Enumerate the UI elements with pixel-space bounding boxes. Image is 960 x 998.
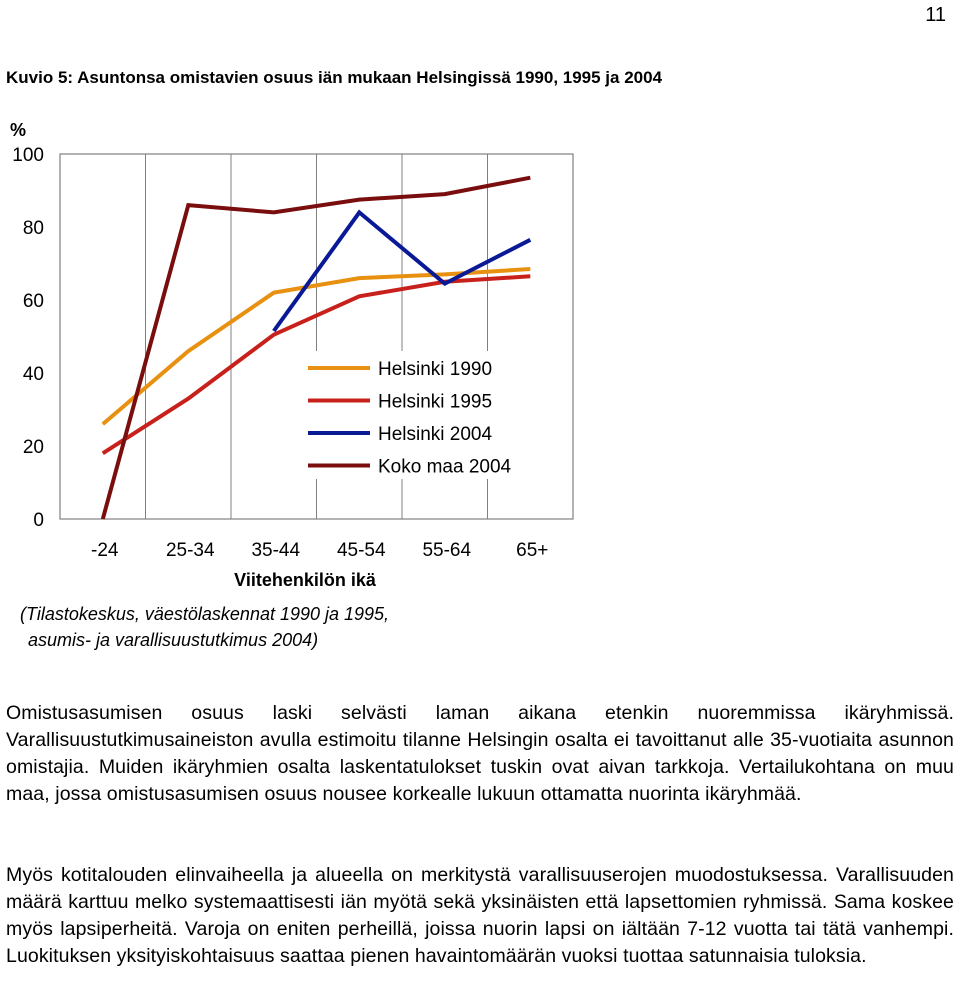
y-tick-label: 60 [22, 291, 44, 312]
paragraph-1: Omistusasumisen osuus laski selvästi laman aikana etenkin nuoremmissa ikäryhmissä. Varallisuustutkimusaineiston avulla estimoitu tilanne Helsingin osalta ei tavoittanut alle 35-vuotiaita asunnon omistajia. Muiden ikäryhmien osalta laskentatulokset tuskin ovat aivan tarkkoja. Vertailukohtana on muu maa, jossa omistusasumisen osuus nousee korkealle lukuun ottamatta nuorinta ikäryhmää. [6, 702, 954, 805]
page-number: 11 [925, 4, 946, 26]
legend [302, 351, 540, 479]
y-tick-label: 0 [33, 510, 44, 531]
x-tick-label: 25-34 [165, 540, 215, 561]
x-tick-labels [91, 540, 548, 561]
x-tick-label: 55-64 [422, 540, 472, 561]
figure-caption: Kuvio 5: Asuntonsa omistavien osuus iän mukaan Helsingissä 1990, 1995 ja 2004 [6, 68, 663, 87]
x-tick-label: 65+ [516, 540, 549, 561]
paragraph-2: Myös kotitalouden elinvaiheella ja alueella on merkitystä varallisuuserojen muodostuksessa. Varallisuuden määrä karttuu melko systemaattisesti iän myötä sekä yksinäisten että lapsettomien ryhmissä. Sama koskee myös lapsiperheitä. Varoja on eniten perheillä, joissa nuorin lapsi on iältään 7-12 vuotta tai tätä vanhempi. Luokituksen yksityiskohtaisuus saattaa pienen havaintomäärän vuoksi tuottaa satunnaisia tuloksia. [6, 864, 954, 967]
source-line-1: (Tilastokeskus, väestölaskennat 1990 ja 1995, [20, 604, 390, 624]
x-tick-label: 45-54 [336, 540, 386, 561]
legend-label: Helsinki 1995 [378, 391, 493, 413]
legend-label: Koko maa 2004 [378, 456, 512, 478]
y-tick-label: 20 [22, 437, 44, 458]
legend-label: Helsinki 1990 [378, 359, 493, 380]
x-tick-label: -24 [91, 540, 119, 561]
y-tick-labels [12, 145, 44, 531]
y-unit-label: % [10, 120, 27, 140]
legend-label: Helsinki 2004 [378, 424, 493, 445]
y-tick-label: 100 [12, 145, 44, 166]
line-chart [0, 110, 960, 670]
x-tick-label: 35-44 [251, 540, 301, 561]
source-line-2: asumis- ja varallisuustutkimus 2004) [28, 630, 319, 650]
y-tick-label: 80 [22, 218, 44, 239]
x-axis-title: Viitehenkilön ikä [234, 570, 376, 590]
y-tick-label: 40 [22, 364, 44, 385]
